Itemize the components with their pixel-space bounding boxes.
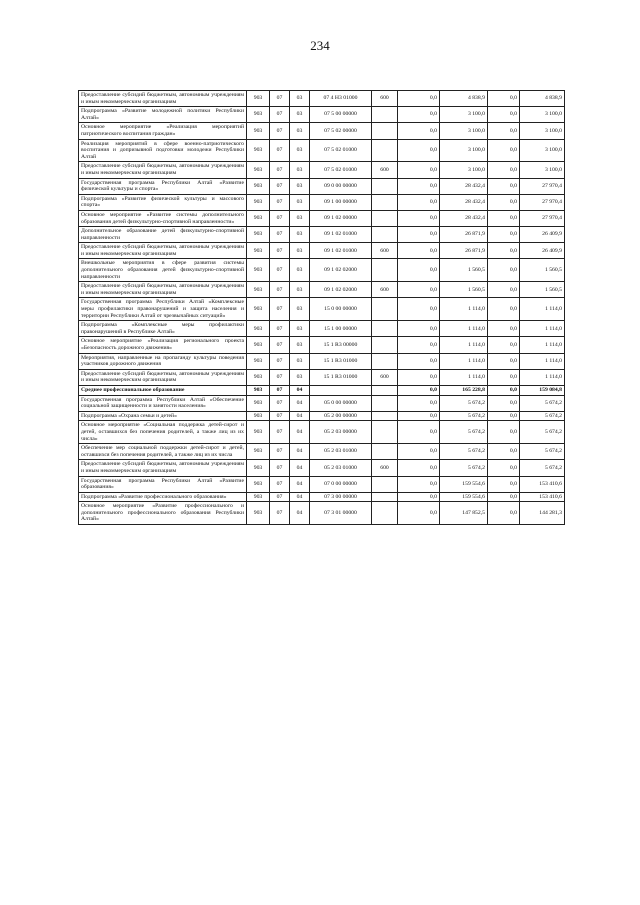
ministry-code-cell: 903 xyxy=(247,411,270,421)
ministry-code-cell: 903 xyxy=(247,282,270,298)
row-name-cell: Среднее профессиональное образование xyxy=(79,385,247,395)
subsection-code-cell: 03 xyxy=(290,259,310,282)
expense-type-cell: 600 xyxy=(372,162,398,178)
section-code-cell: 07 xyxy=(270,243,290,259)
subsection-code-cell: 03 xyxy=(290,123,310,139)
table-row xyxy=(79,411,565,421)
ministry-code-cell: 903 xyxy=(247,194,270,210)
target-article-cell: 05 0 00 00000 xyxy=(310,395,372,411)
expense-type-cell xyxy=(372,476,398,492)
amount-cell-1: 0,0 xyxy=(398,460,440,476)
subsection-code-cell: 03 xyxy=(290,369,310,385)
amount-cell-3: 0,0 xyxy=(488,460,520,476)
table-body xyxy=(79,91,565,525)
amount-cell-1: 0,0 xyxy=(398,321,440,337)
section-code-cell: 07 xyxy=(270,107,290,123)
amount-cell-3: 0,0 xyxy=(488,178,520,194)
subsection-code-cell: 03 xyxy=(290,91,310,107)
section-code-cell: 07 xyxy=(270,194,290,210)
amount-cell-3: 0,0 xyxy=(488,210,520,226)
target-article-cell: 09 0 00 00000 xyxy=(310,178,372,194)
ministry-code-cell: 903 xyxy=(247,476,270,492)
expense-type-cell xyxy=(372,298,398,321)
amount-cell-3: 0,0 xyxy=(488,502,520,525)
budget-table xyxy=(78,90,565,525)
target-article-cell: 07 3 01 00000 xyxy=(310,502,372,525)
table-row xyxy=(79,162,565,178)
amount-cell-1: 0,0 xyxy=(398,282,440,298)
section-code-cell: 07 xyxy=(270,123,290,139)
ministry-code-cell: 903 xyxy=(247,502,270,525)
table-row xyxy=(79,421,565,444)
row-name-cell: Основное мероприятие «Реализация мероприятий патриотического воспитания граждан» xyxy=(79,123,247,139)
row-name-cell: Подпрограмма «Охрана семьи и детей» xyxy=(79,411,247,421)
expense-type-cell: 600 xyxy=(372,91,398,107)
target-article-cell: 07 5 02 00000 xyxy=(310,123,372,139)
subsection-code-cell: 04 xyxy=(290,411,310,421)
subsection-code-cell: 03 xyxy=(290,321,310,337)
amount-cell-4: 1 114,0 xyxy=(520,321,565,337)
amount-cell-1: 0,0 xyxy=(398,123,440,139)
section-code-cell: 07 xyxy=(270,476,290,492)
amount-cell-1: 0,0 xyxy=(398,337,440,353)
row-name-cell: Основное мероприятие «Развитие профессионального и дополнительного профессионального образования Республики Алтай» xyxy=(79,502,247,525)
table-row xyxy=(79,337,565,353)
ministry-code-cell: 903 xyxy=(247,298,270,321)
amount-cell-2: 5 674,2 xyxy=(440,460,488,476)
amount-cell-2: 5 674,2 xyxy=(440,395,488,411)
amount-cell-1: 0,0 xyxy=(398,162,440,178)
target-article-cell: 09 1 02 01000 xyxy=(310,243,372,259)
amount-cell-4: 27 970,4 xyxy=(520,178,565,194)
section-code-cell: 07 xyxy=(270,385,290,395)
table-row xyxy=(79,282,565,298)
expense-type-cell xyxy=(372,385,398,395)
subsection-code-cell: 03 xyxy=(290,194,310,210)
table-row xyxy=(79,369,565,385)
amount-cell-2: 3 100,0 xyxy=(440,107,488,123)
page-number: 234 xyxy=(310,38,330,53)
ministry-code-cell: 903 xyxy=(247,139,270,162)
row-name-cell: Основное мероприятие «Реализация регионального проекта «Безопасность дорожного движения» xyxy=(79,337,247,353)
amount-cell-4: 1 560,5 xyxy=(520,282,565,298)
ministry-code-cell: 903 xyxy=(247,353,270,369)
section-code-cell: 07 xyxy=(270,502,290,525)
expense-type-cell xyxy=(372,178,398,194)
ministry-code-cell: 903 xyxy=(247,243,270,259)
row-name-cell: Основное мероприятие «Социальная поддержка детей-сирот и детей, оставшихся без попечения родителей, а также лиц из их числа» xyxy=(79,421,247,444)
amount-cell-1: 0,0 xyxy=(398,395,440,411)
amount-cell-1: 0,0 xyxy=(398,194,440,210)
expense-type-cell xyxy=(372,123,398,139)
section-code-cell: 07 xyxy=(270,444,290,460)
row-name-cell: Предоставление субсидий бюджетным, автономным учреждениям и иным некоммерческим организациям xyxy=(79,91,247,107)
subsection-code-cell: 03 xyxy=(290,298,310,321)
amount-cell-4: 27 970,4 xyxy=(520,194,565,210)
table-row xyxy=(79,395,565,411)
ministry-code-cell: 903 xyxy=(247,460,270,476)
amount-cell-4: 26 409,9 xyxy=(520,243,565,259)
expense-type-cell xyxy=(372,321,398,337)
section-code-cell: 07 xyxy=(270,395,290,411)
target-article-cell: 07 0 00 00000 xyxy=(310,476,372,492)
table-row xyxy=(79,492,565,502)
amount-cell-2: 159 554,6 xyxy=(440,492,488,502)
target-article-cell: 07 5 00 00000 xyxy=(310,107,372,123)
amount-cell-2: 28 432,4 xyxy=(440,194,488,210)
table-row xyxy=(79,476,565,492)
amount-cell-3: 0,0 xyxy=(488,421,520,444)
expense-type-cell: 600 xyxy=(372,243,398,259)
amount-cell-2: 28 432,4 xyxy=(440,210,488,226)
amount-cell-2: 3 100,0 xyxy=(440,123,488,139)
table-row xyxy=(79,194,565,210)
subsection-code-cell: 03 xyxy=(290,178,310,194)
row-name-cell: Государственная программа Республики Алтай «Развитие физической культуры и спорта» xyxy=(79,178,247,194)
expense-type-cell xyxy=(372,337,398,353)
amount-cell-2: 26 871,9 xyxy=(440,243,488,259)
target-article-cell: 15 1 R3 01000 xyxy=(310,369,372,385)
table-row xyxy=(79,444,565,460)
row-name-cell: Внешкольные мероприятия в сфере развития системы дополнительного образования детей физкультурно-спортивной направленности xyxy=(79,259,247,282)
expense-type-cell xyxy=(372,492,398,502)
amount-cell-4: 5 674,2 xyxy=(520,444,565,460)
row-name-cell: Предоставление субсидий бюджетным, автономным учреждениям и иным некоммерческим организациям xyxy=(79,282,247,298)
subsection-code-cell: 04 xyxy=(290,444,310,460)
subsection-code-cell: 04 xyxy=(290,492,310,502)
ministry-code-cell: 903 xyxy=(247,227,270,243)
amount-cell-4: 153 410,6 xyxy=(520,476,565,492)
amount-cell-3: 0,0 xyxy=(488,476,520,492)
ministry-code-cell: 903 xyxy=(247,91,270,107)
amount-cell-3: 0,0 xyxy=(488,411,520,421)
section-code-cell: 07 xyxy=(270,369,290,385)
ministry-code-cell: 903 xyxy=(247,178,270,194)
amount-cell-1: 0,0 xyxy=(398,91,440,107)
amount-cell-2: 1 114,0 xyxy=(440,353,488,369)
target-article-cell: 15 1 R3 01000 xyxy=(310,353,372,369)
amount-cell-4: 3 100,0 xyxy=(520,107,565,123)
amount-cell-4: 5 674,2 xyxy=(520,395,565,411)
amount-cell-1: 0,0 xyxy=(398,178,440,194)
section-code-cell: 07 xyxy=(270,210,290,226)
amount-cell-3: 0,0 xyxy=(488,162,520,178)
row-name-cell: Государственная программа Республики Алтай «Комплексные меры профилактики правонарушений и защита населения и территории Республики Алтай от чрезвычайных ситуаций» xyxy=(79,298,247,321)
target-article-cell: 09 1 02 00000 xyxy=(310,210,372,226)
amount-cell-4: 1 114,0 xyxy=(520,337,565,353)
target-article-cell: 05 2 03 00000 xyxy=(310,421,372,444)
amount-cell-3: 0,0 xyxy=(488,492,520,502)
ministry-code-cell: 903 xyxy=(247,162,270,178)
ministry-code-cell: 903 xyxy=(247,123,270,139)
amount-cell-2: 4 838,9 xyxy=(440,91,488,107)
row-name-cell: Обеспечение мер социальной поддержки детей-сирот и детей, оставшихся без попечения родителей, а также лиц из их числа xyxy=(79,444,247,460)
amount-cell-3: 0,0 xyxy=(488,395,520,411)
section-code-cell: 07 xyxy=(270,411,290,421)
amount-cell-2: 147 852,5 xyxy=(440,502,488,525)
amount-cell-4: 26 409,9 xyxy=(520,227,565,243)
section-code-cell: 07 xyxy=(270,162,290,178)
table-row xyxy=(79,321,565,337)
table-row xyxy=(79,259,565,282)
amount-cell-1: 0,0 xyxy=(398,385,440,395)
amount-cell-4: 1 560,5 xyxy=(520,259,565,282)
amount-cell-4: 1 114,0 xyxy=(520,298,565,321)
amount-cell-1: 0,0 xyxy=(398,353,440,369)
amount-cell-4: 1 114,0 xyxy=(520,369,565,385)
table-row xyxy=(79,123,565,139)
amount-cell-4: 153 410,6 xyxy=(520,492,565,502)
amount-cell-4: 27 970,4 xyxy=(520,210,565,226)
amount-cell-4: 5 674,2 xyxy=(520,411,565,421)
ministry-code-cell: 903 xyxy=(247,259,270,282)
row-name-cell: Предоставление субсидий бюджетным, автономным учреждениям и иным некоммерческим организациям xyxy=(79,243,247,259)
amount-cell-3: 0,0 xyxy=(488,194,520,210)
table-row xyxy=(79,227,565,243)
subsection-code-cell: 03 xyxy=(290,353,310,369)
subsection-code-cell: 03 xyxy=(290,243,310,259)
table-row xyxy=(79,502,565,525)
row-name-cell: Подпрограмма «Комплексные меры профилактики правонарушений в Республике Алтай» xyxy=(79,321,247,337)
table-row xyxy=(79,243,565,259)
subsection-code-cell: 03 xyxy=(290,282,310,298)
section-code-cell: 07 xyxy=(270,421,290,444)
amount-cell-2: 159 554,6 xyxy=(440,476,488,492)
section-code-cell: 07 xyxy=(270,492,290,502)
target-article-cell: 07 4 Н3 01000 xyxy=(310,91,372,107)
amount-cell-1: 0,0 xyxy=(398,298,440,321)
expense-type-cell xyxy=(372,227,398,243)
section-code-cell: 07 xyxy=(270,321,290,337)
expense-type-cell xyxy=(372,421,398,444)
ministry-code-cell: 903 xyxy=(247,210,270,226)
amount-cell-2: 3 100,0 xyxy=(440,139,488,162)
row-name-cell: Подпрограмма «Развитие профессионального образования» xyxy=(79,492,247,502)
table-row xyxy=(79,460,565,476)
expense-type-cell xyxy=(372,502,398,525)
subsection-code-cell: 04 xyxy=(290,460,310,476)
amount-cell-3: 0,0 xyxy=(488,107,520,123)
amount-cell-1: 0,0 xyxy=(398,492,440,502)
expense-type-cell xyxy=(372,353,398,369)
amount-cell-3: 0,0 xyxy=(488,259,520,282)
subsection-code-cell: 03 xyxy=(290,210,310,226)
target-article-cell: 07 5 02 01000 xyxy=(310,162,372,178)
amount-cell-3: 0,0 xyxy=(488,385,520,395)
table-row xyxy=(79,385,565,395)
amount-cell-2: 28 432,4 xyxy=(440,178,488,194)
ministry-code-cell: 903 xyxy=(247,107,270,123)
amount-cell-2: 26 871,9 xyxy=(440,227,488,243)
amount-cell-2: 5 674,2 xyxy=(440,444,488,460)
amount-cell-2: 3 100,0 xyxy=(440,162,488,178)
amount-cell-3: 0,0 xyxy=(488,139,520,162)
target-article-cell xyxy=(310,385,372,395)
amount-cell-2: 165 228,8 xyxy=(440,385,488,395)
amount-cell-4: 5 674,2 xyxy=(520,460,565,476)
target-article-cell: 09 1 02 01000 xyxy=(310,227,372,243)
expense-type-cell: 600 xyxy=(372,460,398,476)
row-name-cell: Предоставление субсидий бюджетным, автономным учреждениям и иным некоммерческим организациям xyxy=(79,369,247,385)
subsection-code-cell: 04 xyxy=(290,502,310,525)
ministry-code-cell: 903 xyxy=(247,337,270,353)
subsection-code-cell: 03 xyxy=(290,162,310,178)
row-name-cell: Государственная программа Республики Алтай «Обеспечение социальной защищенности и занятости населения» xyxy=(79,395,247,411)
row-name-cell: Предоставление субсидий бюджетным, автономным учреждениям и иным некоммерческим организациям xyxy=(79,460,247,476)
amount-cell-2: 1 114,0 xyxy=(440,337,488,353)
target-article-cell: 05 2 00 00000 xyxy=(310,411,372,421)
expense-type-cell xyxy=(372,444,398,460)
amount-cell-1: 0,0 xyxy=(398,411,440,421)
ministry-code-cell: 903 xyxy=(247,492,270,502)
section-code-cell: 07 xyxy=(270,460,290,476)
section-code-cell: 07 xyxy=(270,353,290,369)
amount-cell-2: 5 674,2 xyxy=(440,411,488,421)
amount-cell-2: 1 560,5 xyxy=(440,259,488,282)
expense-type-cell xyxy=(372,194,398,210)
row-name-cell: Предоставление субсидий бюджетным, автономным учреждениям и иным некоммерческим организациям xyxy=(79,162,247,178)
expense-type-cell xyxy=(372,139,398,162)
ministry-code-cell: 903 xyxy=(247,395,270,411)
subsection-code-cell: 03 xyxy=(290,227,310,243)
amount-cell-4: 3 100,0 xyxy=(520,123,565,139)
table-row xyxy=(79,210,565,226)
table-row xyxy=(79,353,565,369)
table-row xyxy=(79,178,565,194)
amount-cell-4: 3 100,0 xyxy=(520,162,565,178)
target-article-cell: 07 3 00 00000 xyxy=(310,492,372,502)
section-code-cell: 07 xyxy=(270,227,290,243)
expense-type-cell xyxy=(372,395,398,411)
table-row xyxy=(79,139,565,162)
amount-cell-1: 0,0 xyxy=(398,421,440,444)
target-article-cell: 09 1 02 02000 xyxy=(310,259,372,282)
subsection-code-cell: 03 xyxy=(290,337,310,353)
row-name-cell: Дополнительное образование детей физкультурно-спортивной направленности xyxy=(79,227,247,243)
section-code-cell: 07 xyxy=(270,337,290,353)
amount-cell-1: 0,0 xyxy=(398,107,440,123)
amount-cell-3: 0,0 xyxy=(488,337,520,353)
expense-type-cell: 600 xyxy=(372,282,398,298)
amount-cell-4: 1 114,0 xyxy=(520,353,565,369)
table-row xyxy=(79,107,565,123)
section-code-cell: 07 xyxy=(270,178,290,194)
subsection-code-cell: 04 xyxy=(290,476,310,492)
amount-cell-1: 0,0 xyxy=(398,259,440,282)
ministry-code-cell: 903 xyxy=(247,385,270,395)
target-article-cell: 05 2 03 01000 xyxy=(310,460,372,476)
amount-cell-3: 0,0 xyxy=(488,282,520,298)
subsection-code-cell: 04 xyxy=(290,385,310,395)
amount-cell-1: 0,0 xyxy=(398,139,440,162)
section-code-cell: 07 xyxy=(270,298,290,321)
target-article-cell: 09 1 00 00000 xyxy=(310,194,372,210)
row-name-cell: Государственная программа Республики Алтай «Развитие образования» xyxy=(79,476,247,492)
expense-type-cell xyxy=(372,411,398,421)
target-article-cell: 15 1 R3 00000 xyxy=(310,337,372,353)
amount-cell-1: 0,0 xyxy=(398,369,440,385)
amount-cell-3: 0,0 xyxy=(488,227,520,243)
target-article-cell: 15 0 00 00000 xyxy=(310,298,372,321)
amount-cell-4: 159 084,8 xyxy=(520,385,565,395)
amount-cell-3: 0,0 xyxy=(488,444,520,460)
ministry-code-cell: 903 xyxy=(247,421,270,444)
row-name-cell: Подпрограмма «Развитие молодежной политики Республики Алтай» xyxy=(79,107,247,123)
amount-cell-1: 0,0 xyxy=(398,243,440,259)
subsection-code-cell: 04 xyxy=(290,395,310,411)
amount-cell-3: 0,0 xyxy=(488,243,520,259)
target-article-cell: 15 1 00 00000 xyxy=(310,321,372,337)
expense-type-cell xyxy=(372,107,398,123)
section-code-cell: 07 xyxy=(270,139,290,162)
section-code-cell: 07 xyxy=(270,259,290,282)
amount-cell-4: 4 838,9 xyxy=(520,91,565,107)
amount-cell-3: 0,0 xyxy=(488,369,520,385)
target-article-cell: 05 2 03 01000 xyxy=(310,444,372,460)
amount-cell-3: 0,0 xyxy=(488,321,520,337)
expense-type-cell xyxy=(372,259,398,282)
subsection-code-cell: 03 xyxy=(290,107,310,123)
amount-cell-4: 144 281,3 xyxy=(520,502,565,525)
amount-cell-2: 1 114,0 xyxy=(440,298,488,321)
amount-cell-2: 1 560,5 xyxy=(440,282,488,298)
ministry-code-cell: 903 xyxy=(247,369,270,385)
row-name-cell: Подпрограмма «Развитие физической культуры и массового спорта» xyxy=(79,194,247,210)
section-code-cell: 07 xyxy=(270,91,290,107)
amount-cell-4: 3 100,0 xyxy=(520,139,565,162)
expense-type-cell: 600 xyxy=(372,369,398,385)
row-name-cell: Реализация мероприятий в сфере военно-патриотического воспитания и допризывной подготовки молодежи Республики Алтай xyxy=(79,139,247,162)
amount-cell-1: 0,0 xyxy=(398,502,440,525)
section-code-cell: 07 xyxy=(270,282,290,298)
amount-cell-4: 5 674,2 xyxy=(520,421,565,444)
table-row xyxy=(79,91,565,107)
row-name-cell: Основное мероприятие «Развитие системы дополнительного образования детей физкультурно-спортивной направленности» xyxy=(79,210,247,226)
amount-cell-3: 0,0 xyxy=(488,123,520,139)
amount-cell-2: 1 114,0 xyxy=(440,321,488,337)
amount-cell-3: 0,0 xyxy=(488,298,520,321)
amount-cell-3: 0,0 xyxy=(488,91,520,107)
amount-cell-3: 0,0 xyxy=(488,353,520,369)
amount-cell-1: 0,0 xyxy=(398,227,440,243)
ministry-code-cell: 903 xyxy=(247,444,270,460)
target-article-cell: 09 1 02 02000 xyxy=(310,282,372,298)
amount-cell-1: 0,0 xyxy=(398,476,440,492)
expense-type-cell xyxy=(372,210,398,226)
ministry-code-cell: 903 xyxy=(247,321,270,337)
subsection-code-cell: 04 xyxy=(290,421,310,444)
amount-cell-1: 0,0 xyxy=(398,444,440,460)
row-name-cell: Мероприятия, направленные на пропаганду культуры поведения участников дорожного движения xyxy=(79,353,247,369)
amount-cell-2: 5 674,2 xyxy=(440,421,488,444)
subsection-code-cell: 03 xyxy=(290,139,310,162)
table-row xyxy=(79,298,565,321)
amount-cell-1: 0,0 xyxy=(398,210,440,226)
amount-cell-2: 1 114,0 xyxy=(440,369,488,385)
target-article-cell: 07 5 02 01000 xyxy=(310,139,372,162)
